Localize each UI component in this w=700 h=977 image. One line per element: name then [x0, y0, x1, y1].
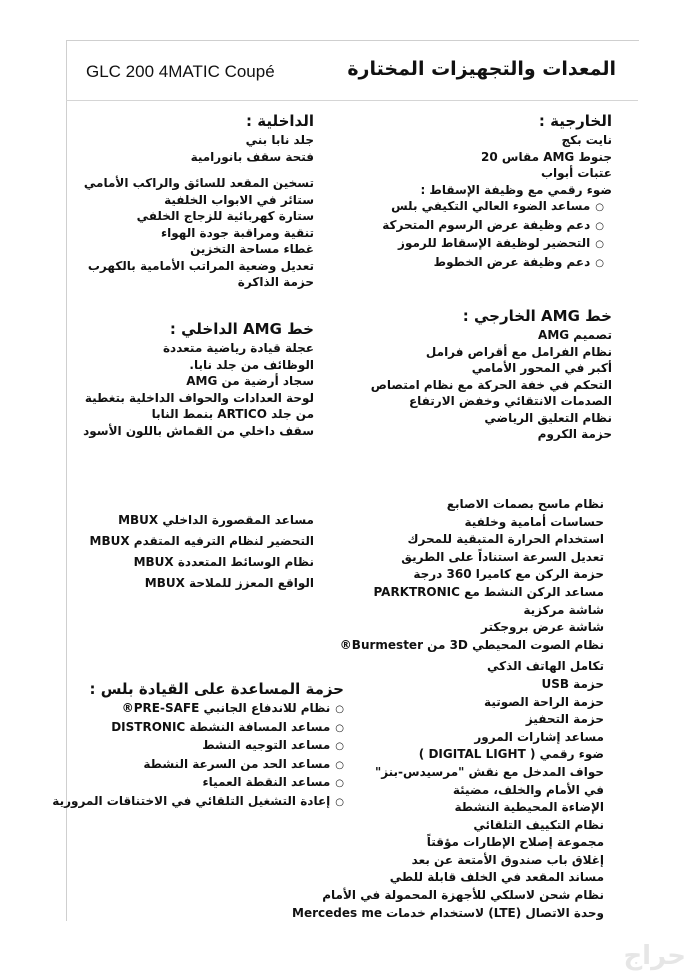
exterior-section [382, 110, 612, 272]
mbux-item: مساعد المقصورة الداخلي MBUX [118, 513, 314, 527]
feature-item: حزمة الراحة الصوتية [484, 694, 604, 709]
interior-item: تنقية ومراقبة جودة الهواء [161, 225, 314, 240]
interior-item: فتحة سقف بانورامية [190, 149, 314, 164]
interior-item: غطاء مساحة التخزين [190, 242, 314, 256]
features-section [292, 496, 604, 922]
feature-item: مساعد إشارات المرور [474, 729, 604, 744]
amg-interior-item: من جلد ARTICO بنمط النابا [151, 407, 314, 421]
driving-assist-item: ○ مساعد النقطة العمياء [52, 774, 344, 793]
model-name: GLC 200 4MATIC Coupé [86, 62, 275, 81]
feature-item: الإضاءة المحيطية النشطة [454, 800, 604, 815]
driving-assist-heading: حزمة المساعدة على القيادة بلس : [89, 680, 344, 698]
exterior-item: ضوء رقمي مع وظيفة الإسقاط : [420, 182, 612, 197]
feature-item: في الأمام والخلف، مضيئة [452, 782, 604, 797]
exterior-subitem: ○ دعم وظيفة عرض الخطوط [382, 254, 604, 273]
exterior-item: نايت بكج [561, 133, 612, 147]
feature-item: وحدة الاتصال (LTE) لاستخدام خدمات Mercedes me [292, 905, 604, 920]
feature-item: نظام الصوت المحيطي 3D من Burmester® [339, 637, 604, 652]
feature-item: حواف المدخل مع نقش "مرسيدس-بنز" [374, 764, 604, 779]
amg-interior-heading: خط AMG الداخلي : [169, 320, 314, 338]
interior-heading: الداخلية : [246, 112, 314, 130]
feature-item: حساسات أمامية وخلفية [464, 514, 604, 529]
interior-item: ستارة كهربائية للزجاج الخلفي [136, 209, 314, 223]
mbux-item: الواقع المعزز للملاحة MBUX [144, 576, 314, 590]
interior-section [84, 110, 314, 291]
feature-item: ضوء رقمي ( DIGITAL LIGHT ) [418, 747, 604, 762]
feature-item: إغلاق باب صندوق الأمتعة عن بعد [411, 852, 604, 867]
amg-interior-section [83, 318, 314, 439]
mbux-section [90, 510, 315, 594]
feature-item: نظام ماسح بصمات الاصابع [446, 497, 604, 511]
exterior-heading: الخارجية : [538, 112, 612, 130]
interior-item: تسخين المقعد للسائق والراكب الأمامي [83, 176, 314, 190]
exterior-subitem: ○ دعم وظيفة عرض الرسوم المتحركة [382, 217, 604, 236]
mbux-item: التحضير لنظام الترفيه المتقدم MBUX [89, 534, 314, 548]
amg-exterior-item: أكبر في المحور الأمامي [471, 361, 612, 375]
feature-item: حزمة التحفيز [525, 712, 604, 727]
feature-item: مساند المقعد في الخلف قابلة للطي [389, 870, 604, 885]
mbux-item: نظام الوسائط المتعددة MBUX [133, 555, 314, 569]
feature-item: شاشة عرض بروجكتر [481, 620, 604, 635]
amg-interior-item: عجلة قيادة رياضية متعددة [162, 341, 314, 355]
feature-item: حزمة USB [541, 676, 604, 691]
amg-interior-item: سقف داخلي من القماش باللون الأسود [83, 423, 314, 438]
exterior-item: جنوط AMG مقاس 20 [481, 149, 612, 164]
header-divider [66, 100, 638, 101]
driving-assist-item: ○ مساعد المسافة النشطة DISTRONIC [52, 719, 344, 738]
amg-exterior-item: نظام التعليق الرياضي [484, 410, 612, 425]
page-title: المعدات والتجهيزات المختارة [347, 58, 616, 80]
amg-exterior-item: حزمة الكروم [537, 427, 612, 441]
amg-exterior-item: نظام الفرامل مع أقراص فرامل [425, 344, 612, 359]
driving-assist-item: ○ إعادة التشغيل التلقائي في الاختناقات المرورية [52, 793, 344, 812]
feature-item: استخدام الحرارة المتبقية للمحرك [407, 532, 604, 547]
feature-item: شاشة مركزية [523, 602, 604, 617]
amg-exterior-item: التحكم في خفة الحركة مع نظام امتصاص [370, 377, 612, 392]
watermark-logo: حراج [623, 941, 686, 971]
feature-item: نظام التكييف التلقائي [473, 817, 604, 832]
feature-item: حزمة الركن مع كاميرا 360 درجة [413, 567, 604, 582]
amg-exterior-item: الصدمات الانتقائي وخفض الارتفاع [408, 394, 612, 408]
amg-exterior-item: تصميم AMG [538, 328, 612, 342]
interior-item: ستائر في الابواب الخلفية [164, 192, 314, 207]
interior-item: جلد نابا بني [245, 133, 314, 147]
driving-assist-item: ○ نظام للاندفاع الجانبي PRE-SAFE® [52, 700, 344, 719]
feature-item: مجموعة إصلاح الإطارات مؤقتاً [426, 835, 604, 850]
feature-item: تعديل السرعة استناداً على الطريق [401, 549, 604, 564]
feature-item: مساعد الركن النشط مع PARKTRONIC [373, 584, 604, 599]
exterior-item: عتبات أبواب [540, 166, 612, 180]
amg-exterior-section [371, 305, 612, 443]
interior-item: حزمة الذاكرة [237, 275, 314, 289]
amg-exterior-heading: خط AMG الخارجي : [462, 307, 612, 325]
exterior-subitem: ○ مساعد الضوء العالي التكيفي بلس [382, 198, 604, 217]
feature-item: نظام شحن لاسلكي للأجهزة المحمولة في الأمام [322, 888, 604, 903]
exterior-subitem: ○ التحضير لوظيفة الإسقاط للرموز [382, 235, 604, 254]
interior-item: تعديل وضعية المراتب الأمامية بالكهرب [87, 258, 314, 273]
driving-assist-item: ○ مساعد التوجيه النشط [52, 737, 344, 756]
amg-interior-item: سجاد أرضية من AMG [186, 374, 314, 388]
amg-interior-item: الوظائف من جلد نابا. [189, 357, 314, 372]
feature-item: تكامل الهاتف الذكي [487, 659, 604, 674]
driving-assist-item: ○ مساعد الحد من السرعة النشطة [52, 756, 344, 775]
amg-interior-item: لوحة العدادات والحواف الداخلية بتغطية [84, 390, 314, 405]
